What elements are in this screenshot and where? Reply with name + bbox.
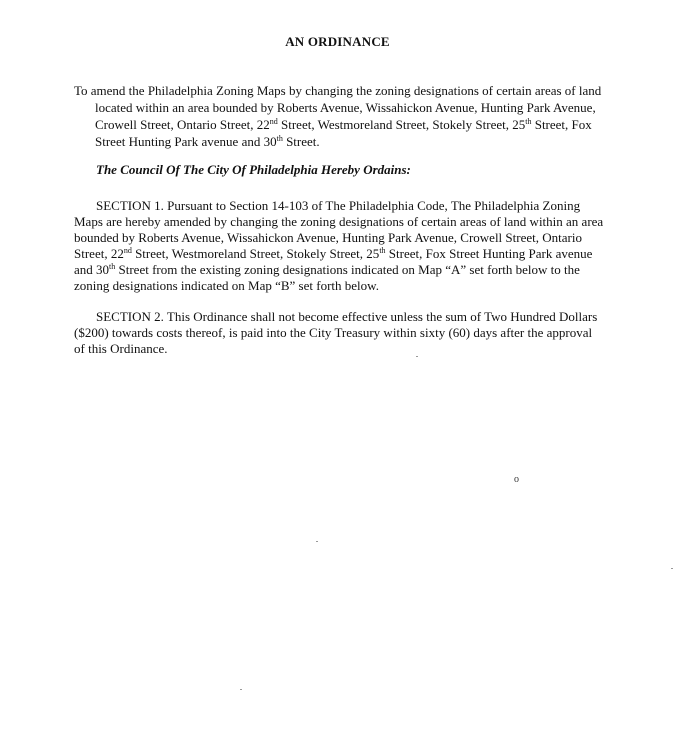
purpose-sup-3: th <box>276 134 283 143</box>
purpose-paragraph <box>74 82 625 150</box>
purpose-text-1: To amend the Philadelphia Zoning Maps by changing the zoning designations of certain areas of land located within an area bounded by Roberts Avenue, Wissahickon Avenue, Hunting Park Avenue, Crowell Street, Ontario Street, 22 <box>74 83 602 132</box>
section-1-text-2: Street, Westmoreland Street, Stokely Street, 25 <box>131 246 380 261</box>
stray-mark: o <box>514 474 519 485</box>
section-1-text-3: Street, Fox Street Hunting Park avenue and 30 <box>74 246 593 277</box>
purpose-sup-1: nd <box>269 117 278 126</box>
scan-speck <box>416 356 418 357</box>
section-2-paragraph: SECTION 2. This Ordinance shall not become effective unless the sum of Two Hundred Dollars ($200) towards costs thereof, is paid into the City Treasury within sixty (60) days after the approval of this Ordinance. <box>74 309 598 356</box>
section-1-sup-2: th <box>379 246 386 255</box>
purpose-text-4: Street. <box>282 134 320 149</box>
section-1-text-4: Street from the existing zoning designations indicated on Map “A” set forth below to the zoning designations indicated on Map “B” set forth below. <box>74 262 580 293</box>
document-title: AN ORDINANCE <box>285 34 390 49</box>
purpose-sup-2: th <box>525 117 532 126</box>
scan-speck <box>316 541 318 542</box>
section-1-sup-3: th <box>109 262 116 271</box>
purpose-text-3: Street, Fox Street Hunting Park avenue and 30 <box>95 117 592 149</box>
section-1-text-1: SECTION 1. Pursuant to Section 14-103 of The Philadelphia Code, The Philadelphia Zoning Maps are hereby amended by changing the zoning designations of certain areas of land within an area bounded by Roberts Avenue, Wissahickon Avenue, Hunting Park Avenue, Crowell Street, Ontario Street, 22 <box>74 198 604 261</box>
purpose-text-2: Street, Westmoreland Street, Stokely Street, 25 <box>277 117 526 132</box>
council-heading: The Council Of The City Of Philadelphia Hereby Ordains: <box>96 162 411 177</box>
scan-speck <box>240 689 242 690</box>
scan-speck <box>671 568 673 569</box>
section-1-paragraph <box>74 198 606 294</box>
section-1-sup-1: nd <box>123 246 132 255</box>
